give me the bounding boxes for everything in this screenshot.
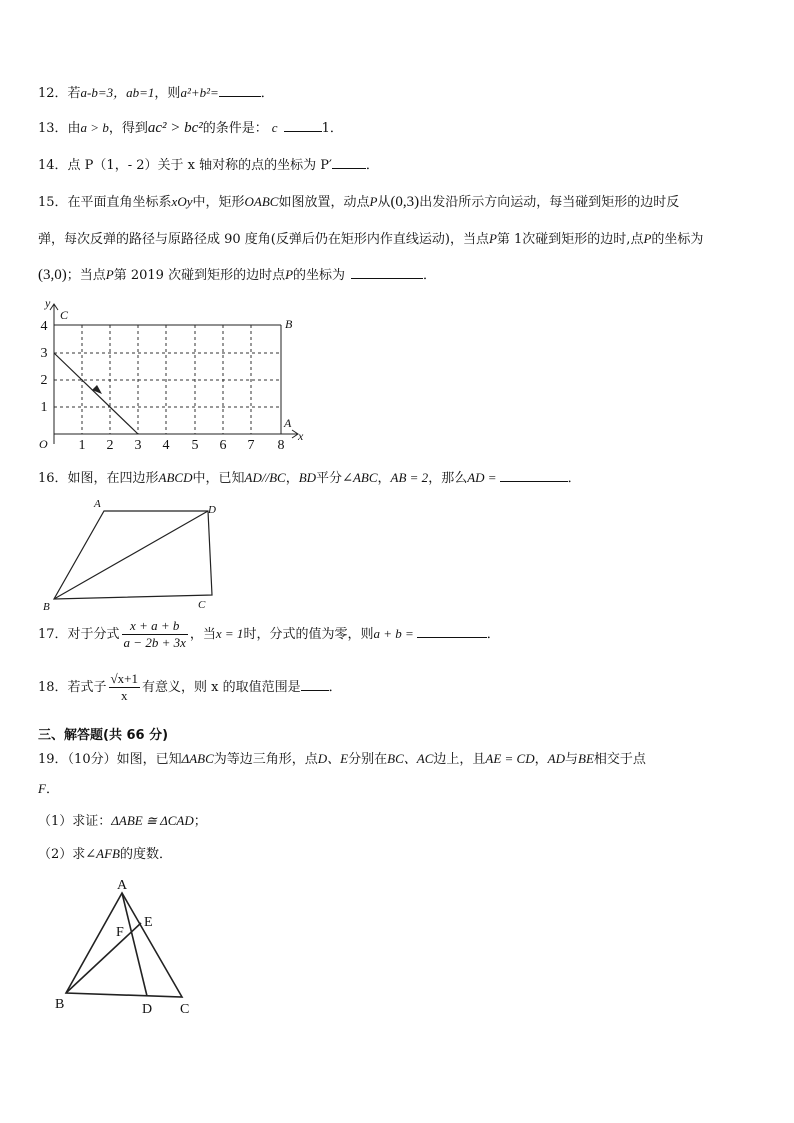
- x-tick: 1: [78, 438, 86, 453]
- q16-text: ，: [377, 471, 391, 486]
- x-tick: 4: [162, 438, 170, 453]
- y-tick: 4: [40, 319, 48, 334]
- question-14: [38, 155, 379, 175]
- q19-text: 分别在: [348, 752, 388, 767]
- q15-math: P: [105, 267, 114, 282]
- answer-blank[interactable]: [284, 118, 322, 132]
- q19-math: AD: [547, 751, 565, 766]
- triangle-abc: [66, 893, 182, 997]
- x-tick: 2: [106, 438, 114, 453]
- y-tick: 2: [40, 373, 48, 388]
- q17-text: 17．对于分式: [38, 627, 120, 642]
- q16-math: AD//BC: [244, 470, 286, 485]
- quadrilateral-figure: [38, 495, 228, 613]
- q16-math: AD =: [467, 470, 497, 485]
- fraction-numerator: x + a + b: [122, 618, 188, 635]
- q19-math: ΔABC: [181, 751, 214, 766]
- q15-math: (3,0): [38, 267, 67, 283]
- answer-blank[interactable]: [332, 155, 366, 169]
- point-b-label: B: [43, 601, 50, 613]
- q15-text: 从: [377, 195, 391, 210]
- answer-blank[interactable]: [351, 265, 423, 279]
- q15-text: 第 2019 次碰到矩形的边时点: [113, 268, 286, 283]
- q19-text: 边上，且: [433, 752, 486, 767]
- q13-tail: 1．: [321, 121, 343, 136]
- x-axis-label: x: [298, 429, 304, 443]
- q19-text: 19．（10分）如图，已知: [38, 752, 182, 767]
- q15-math: OABC: [244, 194, 279, 209]
- q15-text: 的坐标为: [293, 268, 346, 283]
- q19-text: ，: [534, 752, 548, 767]
- q19-text: 为等边三角形，点: [213, 752, 318, 767]
- q15-text: 第 1次碰到矩形的边时,点: [496, 232, 644, 247]
- q17-fraction: [122, 618, 188, 651]
- point-f-label: F: [116, 925, 124, 940]
- q18-text: 18．若式子: [38, 680, 107, 695]
- q15-math: P: [285, 267, 294, 282]
- point-c-label: C: [198, 599, 206, 611]
- segment-be: [66, 923, 141, 993]
- q13-variable: c: [271, 120, 278, 135]
- fraction-denominator: a − 2b + 3x: [123, 635, 186, 650]
- q13-conclusion: ac² > bc²: [147, 120, 203, 136]
- x-tick: 8: [277, 438, 285, 453]
- q18-tail: ．: [328, 680, 342, 695]
- q19-math: BC、AC: [387, 751, 434, 766]
- path-arrow: [92, 385, 102, 394]
- q12-condition: a-b=3，ab=1: [80, 85, 155, 100]
- grid-dashed-lines: [54, 325, 281, 434]
- q18-text: 有意义，则 x 的取值范围是: [142, 680, 301, 695]
- q19-math: AE = CD: [485, 751, 535, 766]
- q15-text: 弹，每次反弹的路径与原路径成 90 度角(反弹后仍在矩形内作直线运动)，当点: [38, 232, 489, 247]
- segment-ad: [122, 893, 147, 996]
- q16-text: 16．如图，在四边形: [38, 471, 159, 486]
- q15-text: 出发沿所示方向运动，每当碰到矩形的边时反: [419, 195, 680, 210]
- answer-blank[interactable]: [219, 83, 261, 97]
- q17-tail: ．: [486, 627, 500, 642]
- answer-blank[interactable]: [301, 677, 329, 691]
- point-e-label: E: [144, 915, 153, 930]
- q15-math: (0,3): [390, 194, 420, 210]
- q12-tail: ．: [260, 86, 274, 101]
- q16-math: BD: [298, 470, 317, 485]
- q19-text: 的度数．: [120, 847, 173, 862]
- point-a-label: A: [284, 416, 292, 430]
- q19-text: ；: [193, 814, 207, 829]
- q19-math: F: [38, 781, 46, 796]
- x-tick: 6: [219, 438, 227, 453]
- q15-math: xOy: [171, 194, 193, 209]
- point-a-label: A: [117, 878, 128, 893]
- q19-text: （1）求证：: [38, 814, 112, 829]
- q12-expression: a²+b²=: [180, 85, 219, 100]
- question-15-line3: [38, 265, 436, 285]
- q16-text: 平分: [316, 471, 343, 486]
- q17-text: ，当: [189, 627, 216, 642]
- x-tick: 3: [134, 438, 142, 453]
- question-15-line2: [38, 230, 703, 249]
- y-tick: 1: [40, 400, 48, 415]
- q13-premise: a > b: [80, 120, 109, 135]
- q16-tail: ．: [567, 471, 581, 486]
- q15-text: 中，矩形: [192, 195, 245, 210]
- q13-number: 13．由: [38, 121, 81, 136]
- q15-text: 的坐标为: [651, 232, 704, 247]
- q19-math: BE: [578, 751, 594, 766]
- fraction-numerator: √x+1: [110, 671, 139, 686]
- point-a-label: A: [94, 498, 101, 510]
- q16-math: AB = 2: [390, 470, 429, 485]
- question-19-part2: [38, 845, 172, 864]
- q16-text: ，那么: [428, 471, 468, 486]
- q15-math: P: [643, 231, 652, 246]
- q19-text: （2）求: [38, 847, 86, 862]
- q19-text: 与: [564, 752, 578, 767]
- q15-math: P: [369, 194, 378, 209]
- q19-math: ΔABE ≅ ΔCAD: [111, 813, 194, 828]
- answer-blank[interactable]: [500, 468, 568, 482]
- q19-text: 相交于点: [593, 752, 646, 767]
- question-16: [38, 468, 581, 488]
- question-13: [38, 118, 343, 138]
- q12-text: ，则: [154, 86, 181, 101]
- question-19-part1: [38, 812, 207, 831]
- point-d-label: D: [142, 1002, 153, 1017]
- x-tick: 5: [191, 438, 199, 453]
- q15-text: 如图放置，动点: [278, 195, 370, 210]
- q12-number: 12．若: [38, 86, 81, 101]
- q17-text: 时，分式的值为零，则: [243, 627, 374, 642]
- q15-tail: ．: [423, 268, 437, 283]
- question-15-line1: [38, 193, 679, 212]
- q14-tail: ．: [365, 158, 379, 173]
- point-b-label: B: [55, 997, 65, 1012]
- question-17: [38, 618, 500, 651]
- y-tick: 3: [40, 346, 48, 361]
- origin-label: O: [39, 437, 48, 451]
- q13-text: ，得到: [108, 121, 148, 136]
- question-18: [38, 671, 342, 704]
- fraction-denominator: x: [121, 688, 128, 703]
- q15-text: ；当点: [66, 268, 106, 283]
- section-heading: 三、解答题(共 66 分): [38, 728, 169, 743]
- point-c-label: C: [60, 308, 69, 322]
- q16-text: 中，已知: [192, 471, 245, 486]
- q17-math: x = 1: [215, 626, 244, 641]
- q14-text: 14．点 P（1，- 2）关于 x 轴对称的点的坐标为 P′: [38, 158, 332, 173]
- question-19-line2: [38, 780, 59, 799]
- q19-math: D、E: [317, 751, 349, 766]
- y-axis-label: y: [45, 296, 51, 310]
- point-c-label: C: [180, 1002, 190, 1017]
- question-12: [38, 83, 274, 103]
- point-d-label: D: [208, 504, 216, 516]
- q19-math: ∠AFB: [85, 846, 120, 861]
- rectangle-grid-figure: [30, 296, 320, 456]
- q17-math: a + b =: [373, 626, 414, 641]
- x-tick: 7: [247, 438, 255, 453]
- q16-math: ∠ABC: [342, 470, 378, 485]
- q16-math: ABCD: [158, 470, 193, 485]
- diagonal-bd: [54, 511, 208, 599]
- question-19-line1: [38, 750, 646, 769]
- q13-text2: 的条件是：: [202, 121, 268, 136]
- q18-fraction: [109, 671, 140, 704]
- q19-text: ．: [45, 782, 59, 797]
- q15-text: 15．在平面直角坐标系: [38, 195, 172, 210]
- answer-blank[interactable]: [417, 624, 487, 638]
- path-line: [54, 353, 138, 434]
- q15-math: P: [488, 231, 497, 246]
- point-b-label: B: [285, 317, 293, 331]
- triangle-figure: [50, 875, 210, 1020]
- q16-text: ，: [285, 471, 299, 486]
